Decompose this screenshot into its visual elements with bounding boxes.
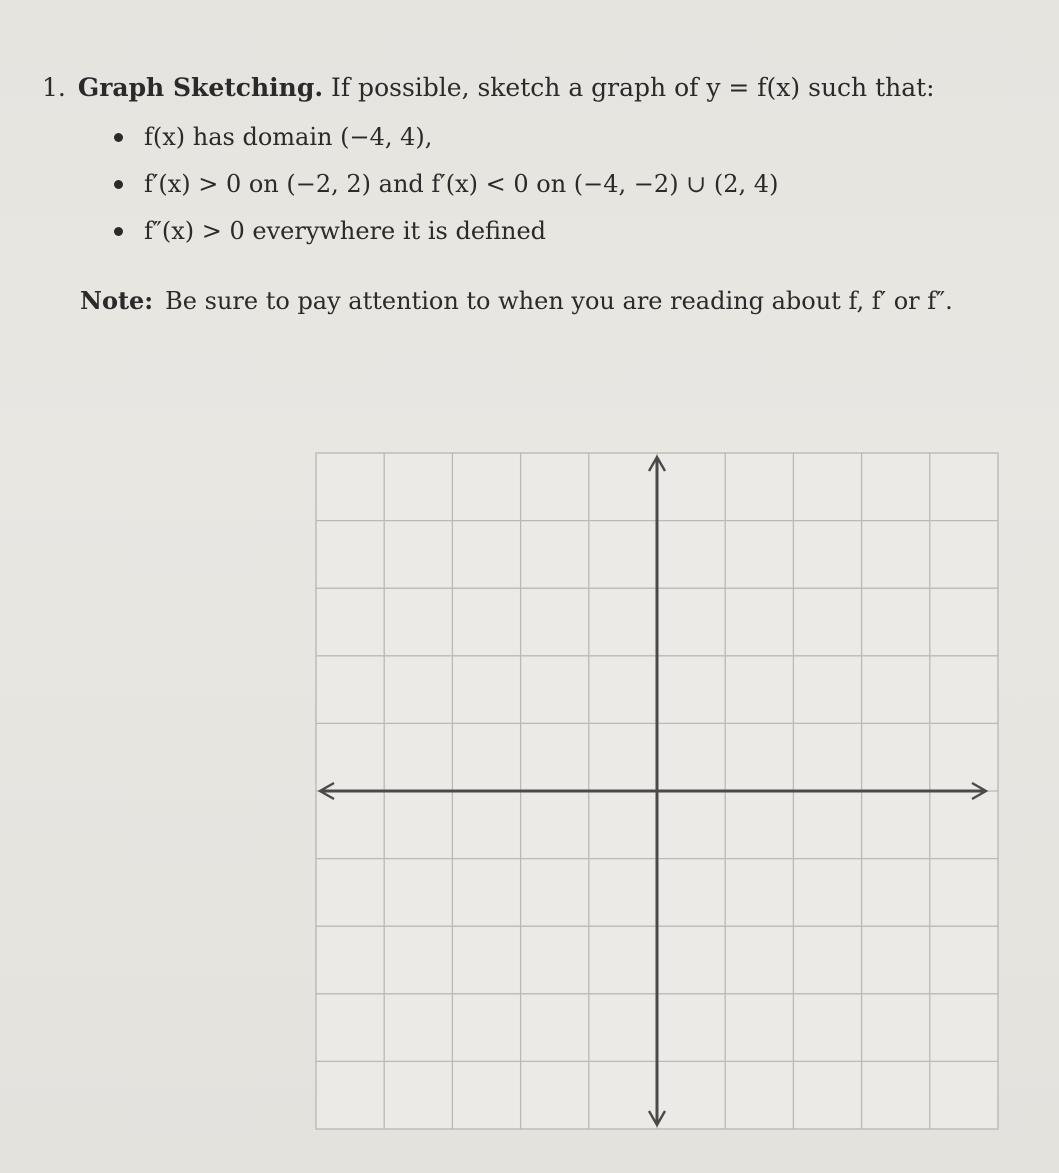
condition-text: f″(x) > 0 everywhere it is defined <box>144 217 547 245</box>
coordinate-grid[interactable] <box>300 445 1010 1145</box>
note-text: Be sure to pay attention to when you are reading about f, f′ or f″. <box>165 287 953 315</box>
condition-list <box>42 114 1042 255</box>
note <box>80 283 953 319</box>
condition-text: f′(x) > 0 on (−2, 2) and f′(x) < 0 on (−4, −2) ∪ (2, 4) <box>144 170 779 198</box>
bullet-dot-icon <box>114 133 123 142</box>
note-label: Note: <box>80 286 154 315</box>
problem-block <box>42 70 1042 255</box>
condition-item <box>42 114 1042 161</box>
problem-number: 1. <box>42 73 66 102</box>
bullet-dot-icon <box>114 227 123 236</box>
bullet-dot-icon <box>114 180 123 189</box>
condition-text: f(x) has domain (−4, 4), <box>144 123 433 151</box>
condition-item <box>42 161 1042 208</box>
graph-area[interactable] <box>300 445 1010 1145</box>
problem-heading <box>42 70 1042 106</box>
condition-item <box>42 208 1042 255</box>
problem-intro: If possible, sketch a graph of y = f(x) such that: <box>330 73 935 102</box>
problem-title: Graph Sketching. <box>77 73 324 102</box>
